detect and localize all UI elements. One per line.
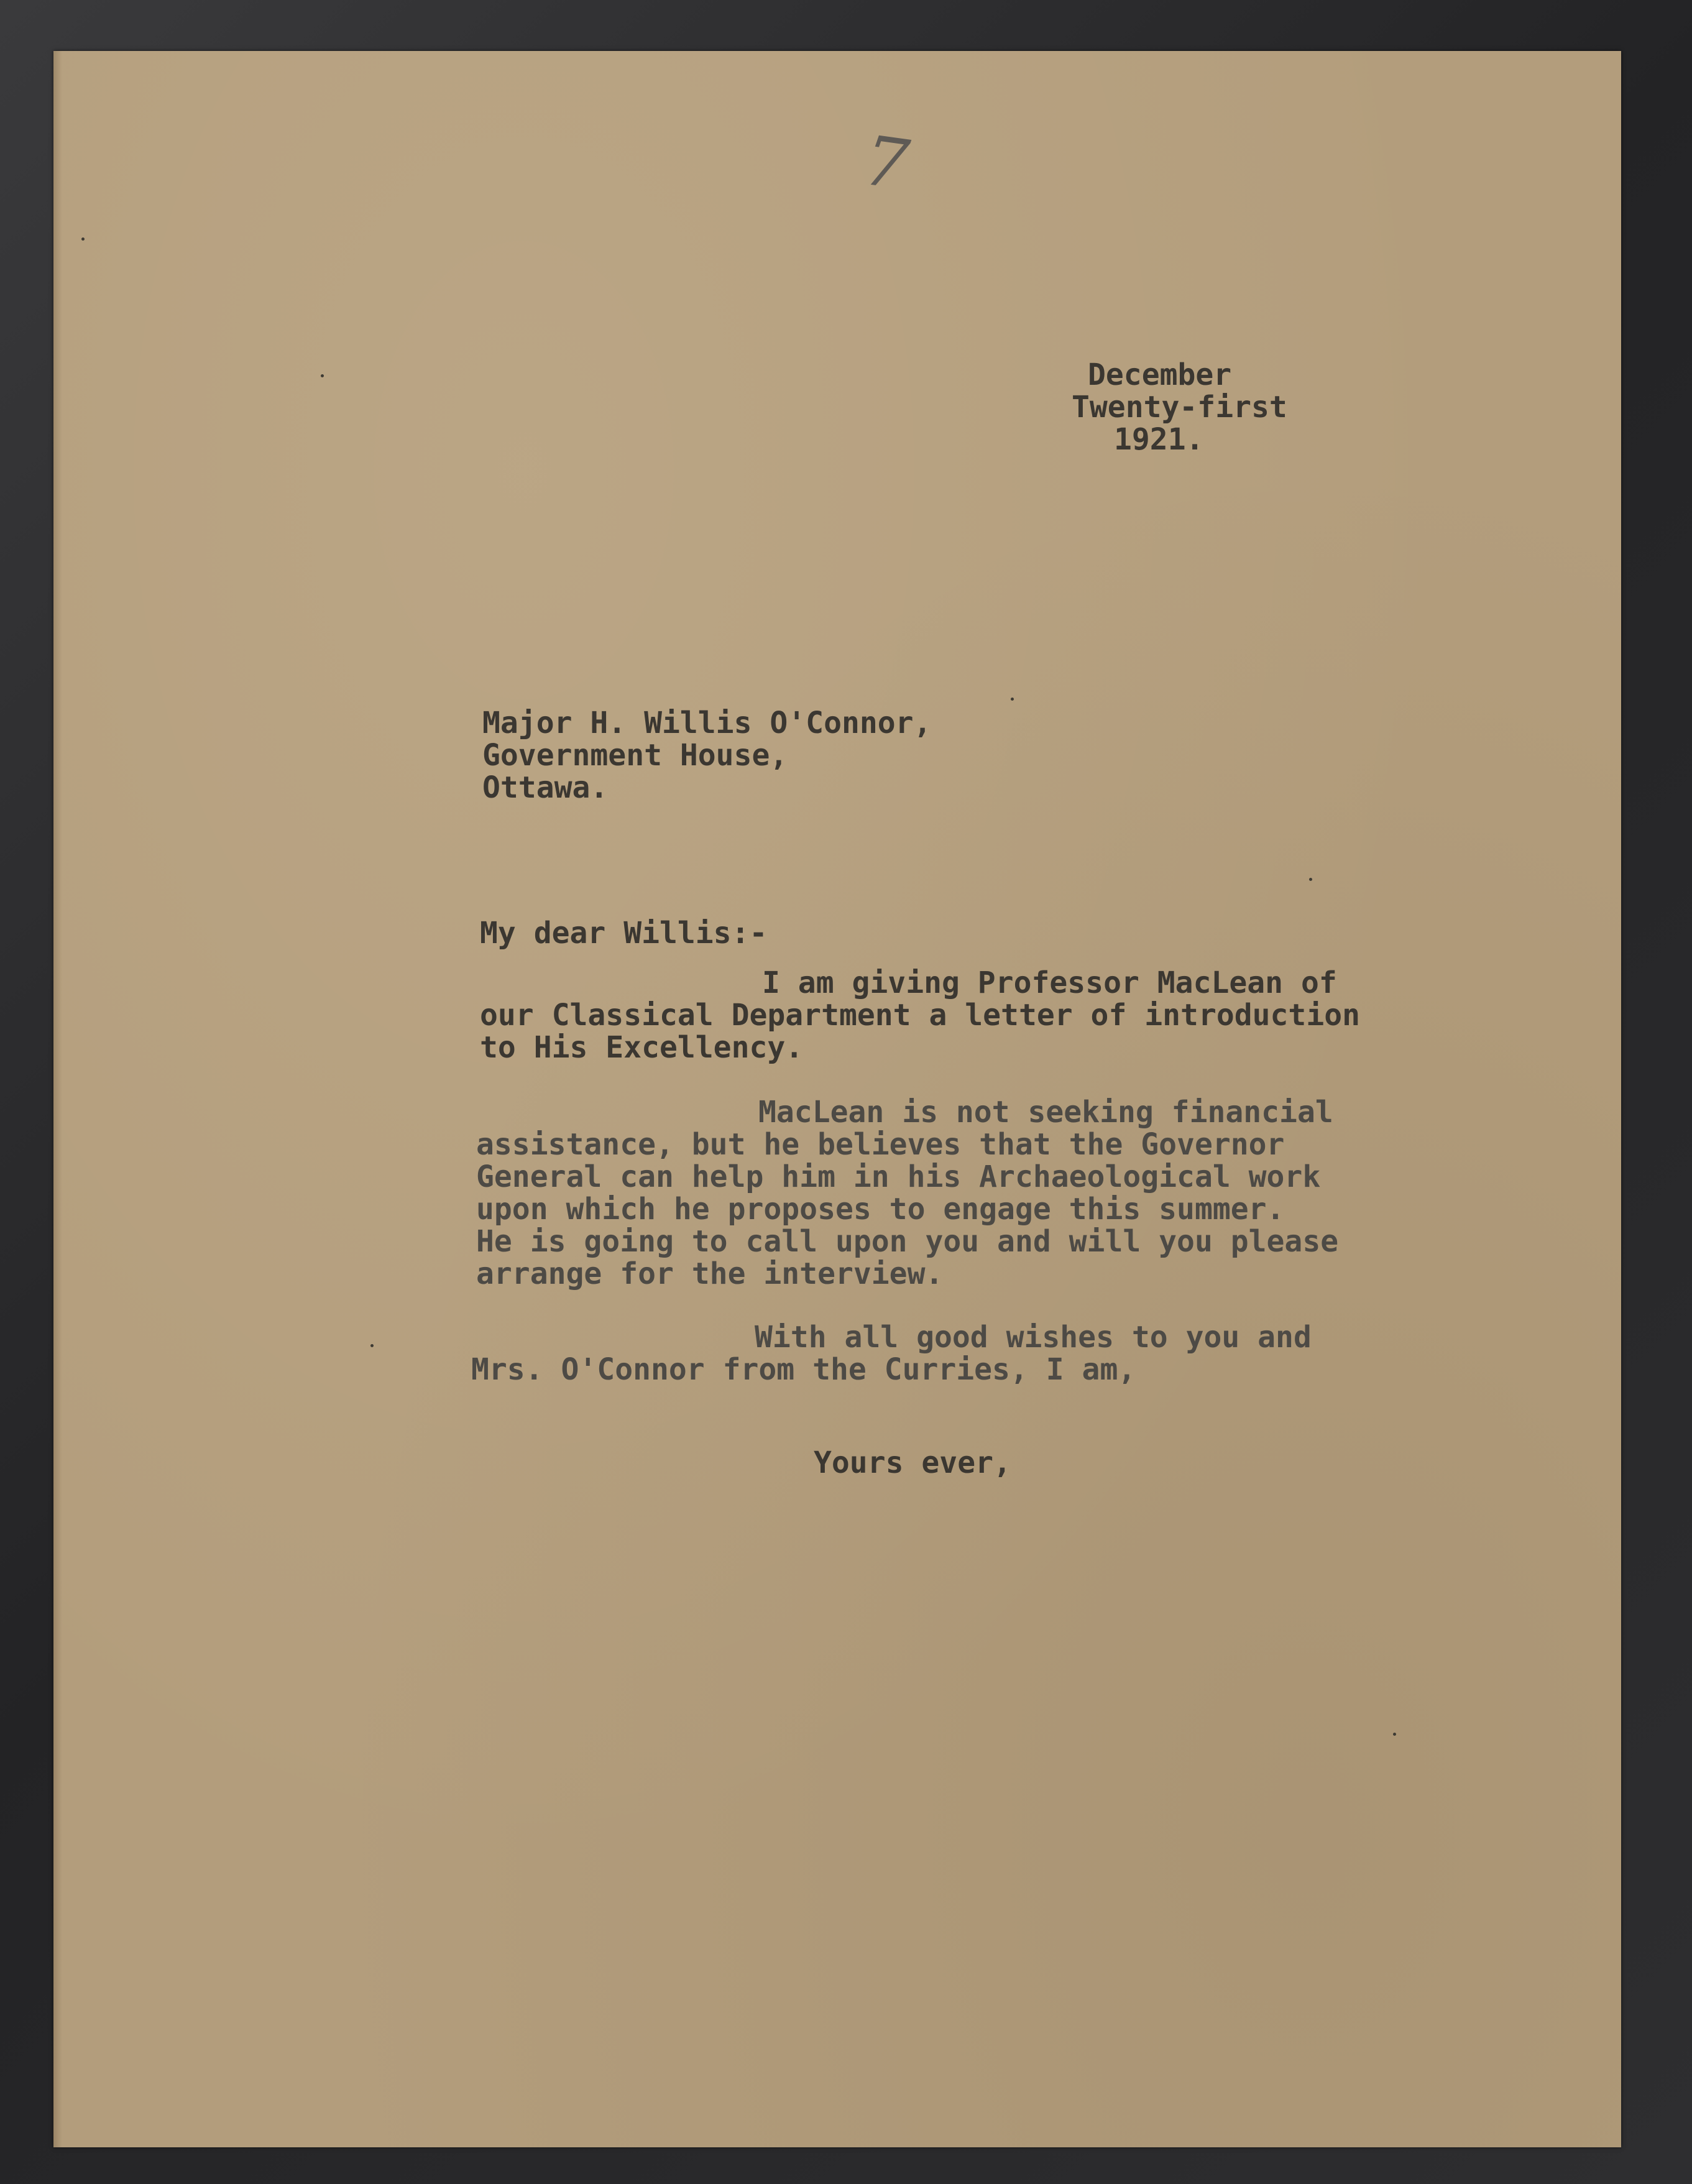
paragraph-1-line: to His Excellency. — [480, 1030, 804, 1065]
paper-speck — [370, 1344, 374, 1347]
paragraph-2-line: He is going to call upon you and will you please — [476, 1224, 1339, 1259]
paper-speck — [1309, 878, 1312, 881]
closing: Yours ever, — [814, 1445, 1011, 1480]
letter-page — [53, 51, 1621, 2147]
paragraph-2-line: upon which he proposes to engage this summer. — [476, 1192, 1285, 1227]
paper-speck — [1393, 1733, 1396, 1736]
paragraph-3-line: Mrs. O'Connor from the Curries, I am, — [471, 1352, 1136, 1387]
paragraph-1-line: I am giving Professor MacLean of — [762, 965, 1337, 1000]
recipient-address-line-1: Government House, — [482, 738, 788, 773]
paper-shadow-edge — [53, 51, 62, 2147]
date-day: Twenty-first — [1072, 390, 1287, 425]
recipient-address-line-2: Ottawa. — [482, 770, 609, 805]
paragraph-1-line: our Classical Department a letter of introduction — [480, 998, 1361, 1033]
date-year: 1921. — [1114, 422, 1204, 457]
paragraph-2-line: General can help him in his Archaeological work — [476, 1159, 1321, 1194]
paragraph-2-line: arrange for the interview. — [476, 1256, 944, 1291]
paper-speck — [321, 374, 324, 377]
paragraph-3-line: With all good wishes to you and — [755, 1320, 1312, 1355]
paper-speck — [1011, 698, 1014, 701]
paragraph-2-line: MacLean is not seeking financial — [758, 1095, 1333, 1130]
paragraph-2-line: assistance, but he believes that the Governor — [476, 1127, 1285, 1162]
folio-number: 7 — [859, 120, 914, 206]
recipient-name: Major H. Willis O'Connor, — [482, 706, 932, 740]
salutation: My dear Willis:- — [480, 916, 768, 951]
date-month: December — [1088, 357, 1232, 392]
paper-speck — [81, 237, 85, 241]
